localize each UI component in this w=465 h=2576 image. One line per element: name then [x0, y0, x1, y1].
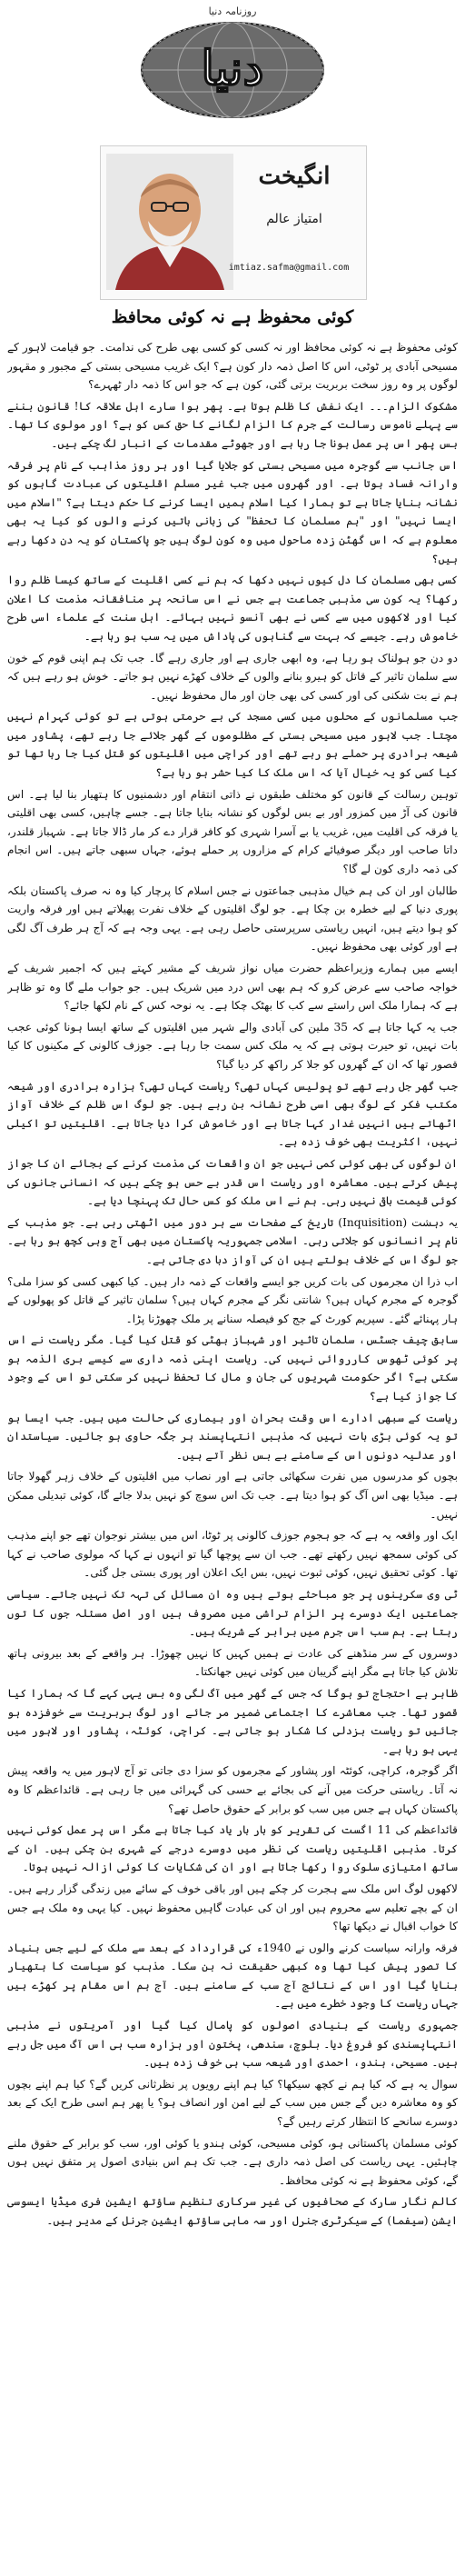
article-paragraph: اب ذرا ان مجرموں کی بات کریں جو ایسے واقعات کے ذمہ دار ہیں۔ کیا کبھی کسی کو سزا ملی؟ گوجرہ کے مجرم کہاں ہیں؟ شانتی نگر کے مجرم کہاں ہیں؟ سلمان تاثیر کے قاتل کو پھولوں کے ہار پہنائے گئے۔ سپریم کورٹ کے جج کو فیصلہ سنانے پر ملک چھوڑنا پڑا۔	[7, 1274, 458, 1325]
article-paragraph: ایک اور واقعہ یہ ہے کہ جو ہجوم جوزف کالونی پر ٹوٹا، اس میں بیشتر نوجوان تھے جو اپنے مذہب کی کوئی سمجھ نہیں رکھتے تھے۔ جب ان سے پوچھا گیا تو انہوں نے کہا کہ مولوی صاحب نے کہا تھا۔ کوئی تحقیق نہیں، کوئی ثبوت نہیں، بس ایک اعلان اور پوری بستی جل گئی۔	[7, 1529, 458, 1580]
article-paragraph: ٹی وی سکرینوں پر جو مباحثے ہوتے ہیں وہ ان مسائل کی تہہ تک نہیں جاتے۔ سیاسی جماعتیں ایک دوسرے پر الزام تراشی میں مصروف ہیں اور اصل مسئلہ جوں کا توں رہتا ہے۔ ہم سب اس جرم میں برابر کے شریک ہیں۔	[7, 1588, 458, 1639]
article-paragraph: جب یہ کہا جاتا ہے کہ 35 ملین کی آبادی والے شہر میں اقلیتوں کے ساتھ ایسا ہونا کوئی عجب بات نہیں، تو حیرت ہوتی ہے کہ یہ ملک کس سمت جا رہا ہے۔ جوزف کالونی کے مکینوں کا کیا قصور تھا کہ ان کے گھروں کو جلا کر راکھ کر دیا گیا؟	[7, 1020, 458, 1071]
article-paragraph: ظاہر ہے احتجاج تو ہوگا کہ جس کے گھر میں آگ لگی وہ بس یہی کہے گا کہ ہمارا کیا قصور تھا۔ جب معاشرے کا اجتماعی ضمیر مر جائے اور لوگ بربریت سے خوفزدہ ہو جائیں تو ریاست بزدلی کا شکار ہو جاتی ہے۔ کراچی، کوئٹہ، پشاور اور لاہور میں یہی ہو رہا ہے۔	[7, 1686, 458, 1756]
article-paragraph: سوال یہ ہے کہ کیا ہم نے کچھ سیکھا؟ کیا ہم اپنے رویوں پر نظرثانی کریں گے؟ کیا ہم اپنے بچوں کو وہ معاشرہ دیں گے جس میں سب کے لیے امن اور انصاف ہو؟ یا پھر ہم اسی طرح ایک کے بعد دوسرے سانحے کا انتظار کرتے رہیں گے؟	[7, 2077, 458, 2129]
author-portrait	[106, 154, 233, 290]
article-paragraph: دوسروں کے سر منڈھنے کی عادت نے ہمیں کہیں کا نہیں چھوڑا۔ ہر واقعے کے بعد بیرونی ہاتھ تلاش کیا جاتا ہے مگر اپنے گریبان میں کوئی نہیں جھانکتا۔	[7, 1646, 458, 1679]
article-paragraph: ریاست کے سبھی ادارے اس وقت بحران اور بیماری کی حالت میں ہیں۔ جب ایسا ہو تو یہ کوئی بڑی بات نہیں کہ مذہبی انتہاپسند ہر جگہ حاوی ہو جائیں۔ سیاستدان اور عدلیہ دونوں اس کے سامنے بے بس نظر آتے ہیں۔	[7, 1411, 458, 1462]
masthead-tagline: روزنامہ دنیا	[208, 5, 257, 17]
logo-text: دنیا	[201, 41, 264, 96]
article-paragraph: کوئی محفوظ ہے نہ کوئی محافظ اور نہ کسی کو کسی بھی طرح کی ندامت۔ جو قیامت لاہور کے مسیحی آبادی پر ٹوٹی، اس کا اصل ذمہ دار کون ہے؟ ایک غریب مسیحی بستی کے مجبور و مقہور لوگوں پر وہ روز سخت بربریت برتی گئی، کون ہے کہ جو اس کا ذمہ دار ٹھہرے؟	[7, 341, 458, 392]
article-paragraph: جب گھر جل رہے تھے تو پولیس کہاں تھی؟ ریاست کہاں تھی؟ ہزارہ برادری اور شیعہ مکتب فکر کے لوگ بھی اسی طرح نشانہ بن رہے ہیں۔ جو لوگ اس ظلم کے خلاف آواز اٹھاتے ہیں انہیں غدار کہا جاتا ہے اور خاموش کرا دیا جاتا ہے۔ اقلیتیں تو اکیلی نہیں، اکثریت بھی خوف زدہ ہے۔	[7, 1079, 458, 1149]
article-paragraph: طالبان اور ان کی ہم خیال مذہبی جماعتوں نے جس اسلام کا پرچار کیا وہ نہ صرف پاکستان بلکہ پوری دنیا کے لیے خطرہ بن چکا ہے۔ جو لوگ اقلیتوں کے خلاف نفرت پھیلاتے ہیں اور فرقہ واریت کو ہوا دیتے ہیں، انہیں ریاستی سرپرستی حاصل رہی ہے۔ یہی وجہ ہے کہ آج ہر طرف آگ لگی ہے اور کوئی بھی محفوظ نہیں۔	[7, 884, 458, 954]
article-paragraph: سابق چیف جسٹس، سلمان تاثیر اور شہباز بھٹی کو قتل کیا گیا۔ مگر ریاست نے اس پر کوئی ٹھوس کارروائی نہیں کی۔ ریاست اپنی ذمہ داری سے کیسے بری الذمہ ہو سکتی ہے؟ اگر حکومت شہریوں کی جان و مال کا تحفظ نہیں کر سکتی تو اس کے وجود کا جواز کیا ہے؟	[7, 1333, 458, 1403]
newspaper-masthead	[0, 0, 465, 136]
author-name: امتیاز عالم	[266, 212, 322, 226]
article-paragraph: کوئی مسلمان پاکستانی ہو، کوئی مسیحی، کوئی ہندو یا کوئی اور، سب کو برابر کے حقوق ملنے چاہئیں۔ یہی ریاست کی اصل ذمہ داری ہے۔ جب تک ہم اس بنیادی اصول پر متفق نہیں ہوں گے، کوئی محفوظ ہے نہ کوئی محافظ۔	[7, 2136, 458, 2187]
author-email: imtiaz.safma@gmail.com	[228, 263, 350, 273]
article-paragraph: ایسے میں ہمارے وزیراعظم حضرت میاں نواز شریف کے مشیر کہتے ہیں کہ اجمیر شریف کے خواجہ صاحب سے عرض کرو کہ ہم بھی اس درد میں شریک ہیں۔ جو جواب ملے گا وہ تو ظاہر ہے کہ ہمارا ملک اس راستے سے کب کا بھٹک چکا ہے۔ یہ نوحہ کس کے نام لکھا جائے؟	[7, 962, 458, 1013]
article-paragraph: اگر گوجرہ، کراچی، کوئٹہ اور پشاور کے مجرموں کو سزا دی جاتی تو آج لاہور میں یہ واقعہ پیش نہ آتا۔ ریاستی حرکت میں آنے کی بجائے بے حسی کی گہرائی میں جا رہی ہے۔ قائداعظم کا وہ پاکستان کہاں ہے جس میں سب کو برابر کے حقوق حاصل تھے؟	[7, 1764, 458, 1815]
article-paragraph: مشکوک الزام۔۔۔ ایک نفش کا ظلم ہوتا ہے۔ پھر ہوا سارے اہل علاقہ کا! قانون بننے سے پہلے ناموس رسالت کے جرم کا الزام لگانے کا حق کس کو ہے؟ اور مولوی کا تھا۔ بس پھر اس پر عمل ہونا جا رہا ہے اور جھوٹے مقدمات کے انبار لگ چکے ہیں۔	[7, 399, 458, 450]
article-paragraph: یہ دہشت (Inquisition) تاریخ کے صفحات سے ہر دور میں اٹھتی رہی ہے۔ جو مذہب کے نام پر انسانوں کو جلاتی رہی۔ اسلامی جمہوریہ پاکستان میں بھی آج وہی کچھ ہو رہا ہے۔ جو لوگ اس کے خلاف بولتے ہیں ان کی آواز دبا دی جاتی ہے۔	[7, 1215, 458, 1266]
article-paragraph: جب مسلمانوں کے محلوں میں کسی مسجد کی بے حرمتی ہوتی ہے تو کوئی کہرام نہیں مچتا۔ جب لاہور میں مسیحی بستی کے مظلوموں کے گھر جلائے جا رہے تھے، پشاور میں شیعہ برادری پر حملے ہو رہے تھے اور کراچی میں اقلیتوں کو قتل کیا جا رہا تھا تو کیا کسی کو یہ خیال آیا کہ اس ملک کا کیا حشر ہو رہا ہے؟	[7, 710, 458, 780]
article-paragraph: ان لوگوں کی بھی کوئی کمی نہیں جو ان واقعات کی مذمت کرنے کے بجائے ان کا جواز پیش کرتے ہیں۔ معاشرہ اور ریاست اس قدر بے حس ہو چکے ہیں کہ انسانی جانوں کی کوئی قیمت باقی نہیں رہی۔ ہم نے اس ملک کو کس حال تک پہنچا دیا ہے۔	[7, 1156, 458, 1208]
article-paragraph: بچوں کو مدرسوں میں نفرت سکھائی جاتی ہے اور نصاب میں اقلیتوں کے خلاف زہر گھولا جاتا ہے۔ میڈیا بھی اس آگ کو ہوا دیتا ہے۔ جب تک اس سوچ کو نہیں بدلا جائے گا، کوئی تبدیلی ممکن نہیں۔	[7, 1470, 458, 1521]
dunya-logo	[137, 14, 328, 123]
article-paragraph: کسی بھی مسلمان کا دل کیوں نہیں دکھا کہ ہم نے کسی اقلیت کے ساتھ کیسا ظلم روا رکھا؟ یہ کون سی مذہبی جماعت ہے جس نے اس سانحہ پر منافقانہ مذمت کا اعلان کیا اور لاکھوں میں سے کسی نے بھی آنسو نہیں بہائے۔ اہل سنت کے علماء اسی طرح خاموش رہے۔ جیسے کہ بہت سے گناہوں کی پاداش میں یہ سب ہو رہا ہے۔	[7, 574, 458, 643]
article-paragraph: کالم نگار سارک کے صحافیوں کی غیر سرکاری تنظیم ساؤتھ ایشین فری میڈیا ایسوسی ایشن (سیفما) کے سیکرٹری جنرل اور سہ ماہی ساؤتھ ایشین جرنل کے مدیر ہیں۔	[7, 2195, 458, 2227]
article-paragraph: اس جانب سے گوجرہ میں مسیحی بستی کو جلایا گیا اور ہر روز مذاہب کے نام پر فرقہ وارانہ فساد ہوتا ہے۔ اور گھروں میں جب غیر مسلم اقلیتوں کی عبادت گاہوں کو نشانہ بنایا جاتا ہے تو ہمارا کیا اسلام ہمیں ایسا کرنے کا حکم دیتا ہے؟ "اسلام میں ایسا نہیں" اور "ہم مسلمان کا تحفظ" کی زبانی باتیں کرنے والوں کو کیا یہ بھی معلوم ہے کہ اس گھٹن زدہ ماحول میں وہ کون لوگ ہیں جو پاکستان کو یہ دن دکھا رہے ہیں؟	[7, 458, 458, 565]
article-paragraph: قائداعظم کی 11 اگست کی تقریر کو بار بار یاد کیا جاتا ہے مگر اس پر عمل کوئی نہیں کرتا۔ مذہبی اقلیتیں ریاست کی نظر میں دوسرے درجے کے شہری بن چکی ہیں۔ ان کے ساتھ امتیازی سلوک روا رکھا جاتا ہے اور ان کی شکایات کا کوئی ازالہ نہیں ہوتا۔	[7, 1823, 458, 1874]
article-paragraph: توہین رسالت کے قانون کو مختلف طبقوں نے ذاتی انتقام اور دشمنیوں کا ہتھیار بنا لیا ہے۔ اس قانون کی آڑ میں کمزور اور بے بس لوگوں کو نشانہ بنایا جاتا ہے۔ جسے چاہیں، کسی بھی اقلیتی یا فرقہ کی اقلیت میں، غریب یا بے آسرا شہری کو کافر قرار دے کر مار ڈالا جاتا ہے۔ شہباز قلندر، داتا صاحب اور دیگر صوفیائے کرام کے مزاروں پر حملے ہوئے، جہاں سبھی جاتے ہیں۔ اس انجام کی ذمہ داری کون لے گا؟	[7, 787, 458, 876]
article-paragraph: جمہوری ریاست کے بنیادی اصولوں کو پامال کیا گیا اور آمریتوں نے مذہبی انتہاپسندی کو فروغ دیا۔ بلوچ، سندھی، پختون اور ہزارہ سب ہی اس آگ میں جل رہے ہیں۔ مسیحی، ہندو، احمدی اور شیعہ سب ہی خوف زدہ ہیں۔	[7, 2019, 458, 2070]
article-paragraph: لاکھوں لوگ اس ملک سے ہجرت کر چکے ہیں اور باقی خوف کے سائے میں زندگی گزار رہے ہیں۔ ان کے بچے تعلیم سے محروم ہیں اور ان کی عبادت گاہیں محفوظ نہیں۔ کیا یہی وہ ملک ہے جس کا خواب اقبال نے دیکھا تھا؟	[7, 1882, 458, 1933]
globe-icon	[137, 14, 328, 123]
article-paragraph: فرقہ وارانہ سیاست کرنے والوں نے 1940ء کی قرارداد کے بعد سے ملک کے لیے جس بنیاد کا تصور پیش کیا تھا وہ کبھی حقیقت نہ بن سکا۔ مذہب کو سیاست کا ہتھیار بنایا گیا اور اس کے نتائج آج سب کے سامنے ہیں۔ آج ہم اس مقام پر کھڑے ہیں جہاں ریاست کا وجود خطرے میں ہے۔	[7, 1941, 458, 2011]
article-body	[7, 338, 458, 2565]
article-headline: کوئی محفوظ ہے نہ کوئی محافظ	[111, 307, 354, 327]
column-byline	[100, 145, 367, 300]
column-name: انگیخت	[258, 163, 331, 190]
article-paragraph: دو دن جو ہولناک ہو رہا ہے، وہ ابھی جاری ہے اور جاری رہے گا۔ جب تک ہم اپنی قوم کے خون سے سلمان تاثیر کے قاتل کو ہیرو بنانے والوں کے خلاف کھڑے نہیں ہو جاتے۔ خوش ہو رہے ہیں کہ ہم نے بت شکنی کی اور کسی کی بھی جان اور مال محفوظ نہیں۔	[7, 651, 458, 702]
